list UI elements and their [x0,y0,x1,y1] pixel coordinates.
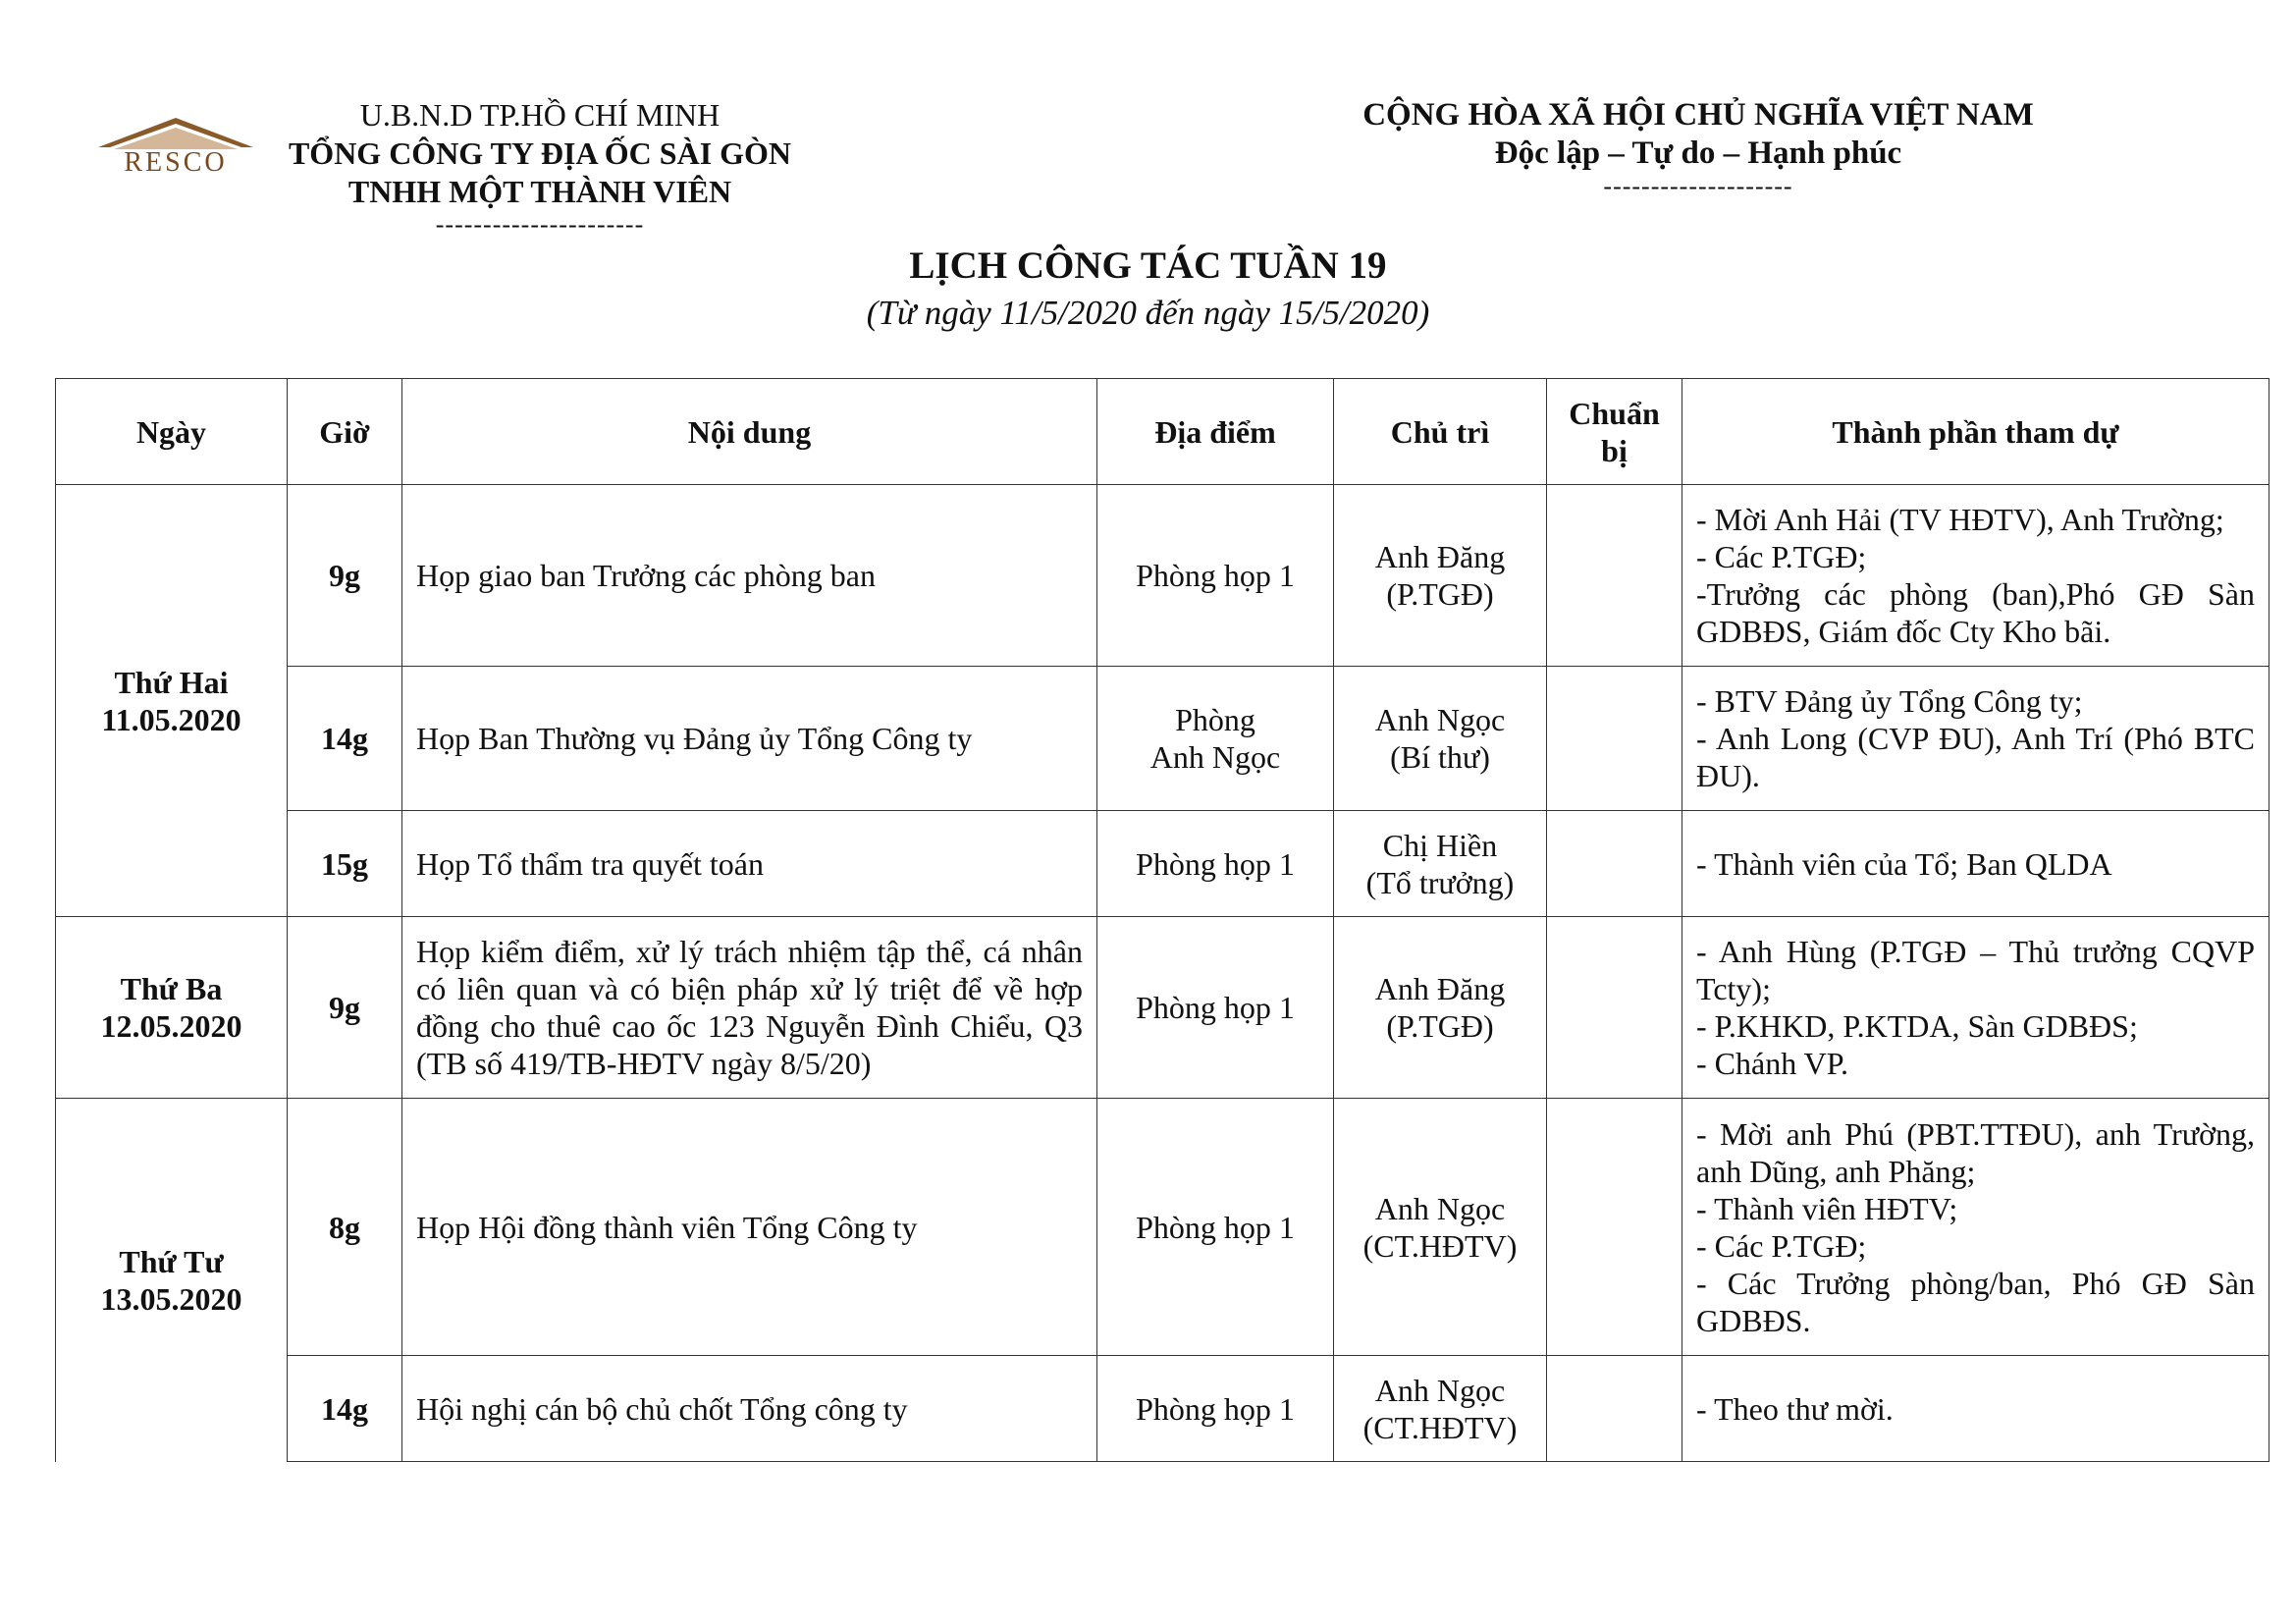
attendees-cell: - Mời Anh Hải (TV HĐTV), Anh Trường; - Các P.TGĐ; -Trưởng các phòng (ban),Phó GĐ Sàn GDBĐS, Giám đốc Cty Kho bãi. [1682,485,2269,667]
logo-text: RESCO [124,147,228,178]
document-title: LỊCH CÔNG TÁC TUẦN 19 [909,244,1387,287]
schedule-table [55,378,2269,1462]
table-row [56,1356,2269,1462]
day-name: Thứ Hai [114,664,229,700]
attendees-cell: - BTV Đảng ủy Tổng Công ty; - Anh Long (CVP ĐU), Anh Trí (Phó BTC ĐU). [1682,667,2269,811]
org-line-3: TNHH MỘT THÀNH VIÊN [347,174,732,209]
table-row [56,485,2269,667]
org-line-1: U.B.N.D TP.HỒ CHÍ MINH [359,97,721,133]
header-attendees: Thành phần tham dự [1682,379,2269,485]
national-motto-2: Độc lập – Tự do – Hạnh phúc [1494,135,1902,171]
content-cell: Hội nghị cán bộ chủ chốt Tổng công ty [402,1356,1097,1462]
resco-logo [94,114,257,179]
chair-cell: Anh Đăng (P.TGĐ) [1334,917,1547,1099]
org-divider: ---------------------- [435,210,645,239]
day-date: 13.05.2020 [100,1280,242,1317]
content-cell: Họp giao ban Trưởng các phòng ban [402,485,1097,667]
place-cell: Phòng họp 1 [1097,811,1334,917]
attendees-cell: - Anh Hùng (P.TGĐ – Thủ trưởng CQVP Tcty); - P.KHKD, P.KTDA, Sàn GDBĐS; - Chánh VP. [1682,917,2269,1099]
org-line-2: TỔNG CÔNG TY ĐỊA ỐC SÀI GÒN [288,135,792,171]
organization-header [265,96,815,239]
table-header-row [56,379,2269,485]
place-cell: Phòng họp 1 [1097,917,1334,1099]
content-cell: Họp Ban Thường vụ Đảng ủy Tổng Công ty [402,667,1097,811]
chair-cell: Anh Ngọc (Bí thư) [1334,667,1547,811]
attendees-cell: - Thành viên của Tổ; Ban QLDA [1682,811,2269,917]
day-cell [56,485,288,917]
table-row [56,917,2269,1099]
day-cell [56,917,288,1099]
header-day: Ngày [56,379,288,485]
prep-cell [1547,1356,1682,1462]
national-motto-1: CỘNG HÒA XÃ HỘI CHỦ NGHĨA VIỆT NAM [1362,97,2034,133]
header-hour: Giờ [288,379,402,485]
chair-cell: Anh Đăng (P.TGĐ) [1334,485,1547,667]
content-cell: Họp kiểm điểm, xử lý trách nhiệm tập thể, cá nhân có liên quan và có biện pháp xử lý triệt để về hợp đồng cho thuê cao ốc 123 Nguyễn Đình Chiểu, Q3 (TB số 419/TB-HĐTV ngày 8/5/20) [402,917,1097,1099]
day-name: Thứ Ba [120,971,223,1006]
hour-cell: 9g [288,917,402,1099]
header-content: Nội dung [402,379,1097,485]
chair-cell: Anh Ngọc (CT.HĐTV) [1334,1099,1547,1356]
header-prep: Chuẩn bị [1547,379,1682,485]
chair-cell: Chị Hiền (Tổ trưởng) [1334,811,1547,917]
national-divider: -------------------- [1603,172,1793,200]
table-row [56,1099,2269,1356]
hour-cell: 14g [288,1356,402,1462]
document-subtitle: (Từ ngày 11/5/2020 đến ngày 15/5/2020) [866,294,1430,332]
place-cell: Phòng họp 1 [1097,1356,1334,1462]
prep-cell [1547,811,1682,917]
prep-cell [1547,917,1682,1099]
national-header [1315,96,2081,200]
day-date: 12.05.2020 [100,1008,242,1044]
table-row [56,667,2269,811]
content-cell: Họp Hội đồng thành viên Tổng Công ty [402,1099,1097,1356]
attendees-cell: - Mời anh Phú (PBT.TTĐU), anh Trường, anh Dũng, anh Phăng; - Thành viên HĐTV; - Các P.TGĐ; - Các Trưởng phòng/ban, Phó GĐ Sàn GDBĐS. [1682,1099,2269,1356]
content-cell: Họp Tổ thẩm tra quyết toán [402,811,1097,917]
hour-cell: 14g [288,667,402,811]
table-row [56,811,2269,917]
chair-cell: Anh Ngọc (CT.HĐTV) [1334,1356,1547,1462]
place-cell: Phòng họp 1 [1097,1099,1334,1356]
hour-cell: 9g [288,485,402,667]
prep-cell [1547,485,1682,667]
attendees-cell: - Theo thư mời. [1682,1356,2269,1462]
hour-cell: 8g [288,1099,402,1356]
place-cell: Phòng Anh Ngọc [1097,667,1334,811]
hour-cell: 15g [288,811,402,917]
place-cell: Phòng họp 1 [1097,485,1334,667]
day-date: 11.05.2020 [101,701,241,737]
prep-cell [1547,667,1682,811]
prep-cell [1547,1099,1682,1356]
day-name: Thứ Tư [119,1243,224,1279]
header-place: Địa điểm [1097,379,1334,485]
day-cell [56,1099,288,1462]
header-chair: Chủ trì [1334,379,1547,485]
